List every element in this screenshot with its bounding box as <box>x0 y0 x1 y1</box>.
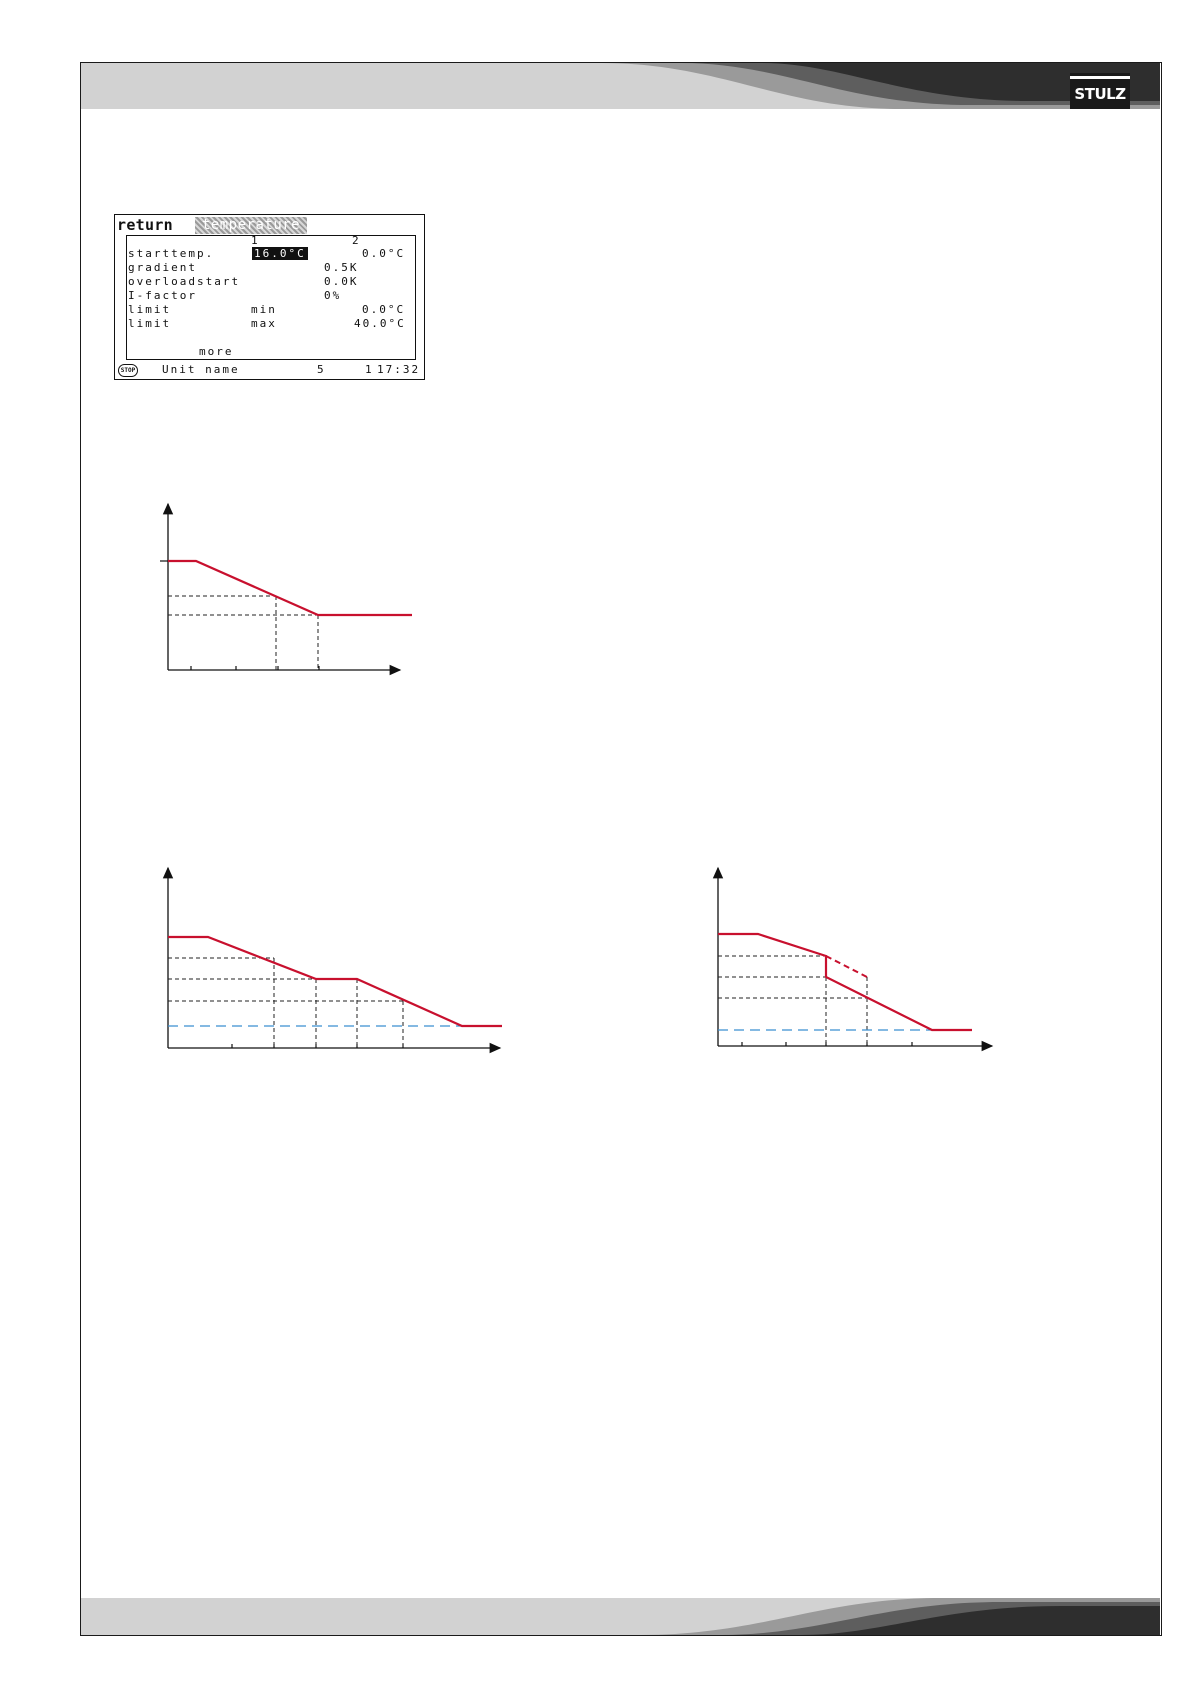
lcd-starttemp-value-2[interactable]: 0.0°C <box>362 247 406 260</box>
control-curve <box>168 561 412 615</box>
lcd-limit-max-label: limit <box>128 317 172 330</box>
footer-band <box>81 1598 1160 1635</box>
lcd-col2-header: 2 <box>352 234 361 247</box>
lcd-col1-header: 1 <box>251 234 260 247</box>
lcd-index: 1 <box>365 363 374 376</box>
lcd-title: return <box>117 216 173 234</box>
lcd-starttemp-label: starttemp. <box>128 247 215 260</box>
lcd-limit-min-value[interactable]: 0.0°C <box>362 303 406 316</box>
lcd-more-link[interactable]: more <box>199 345 234 358</box>
lcd-overloadstart-value[interactable]: 0.0K <box>324 275 359 288</box>
diagram-return-temp-1 <box>150 500 430 680</box>
overload-dashed-curve <box>826 956 867 977</box>
lcd-ifactor-label: I-factor <box>128 289 197 302</box>
stop-icon: STOP <box>118 364 138 377</box>
lcd-limit-min-mode: min <box>251 303 277 316</box>
control-curve <box>168 937 502 1026</box>
lcd-status-bar <box>115 362 424 379</box>
diagram-return-temp-2 <box>150 862 520 1062</box>
stulz-logo: STULZ <box>1070 76 1130 109</box>
control-curve <box>718 934 972 1030</box>
lcd-parameter-panel <box>126 235 416 360</box>
diagram-return-temp-3 <box>700 862 1000 1062</box>
lcd-tab-temperature[interactable]: temperature <box>195 217 307 234</box>
lcd-ifactor-value[interactable]: 0% <box>324 289 342 302</box>
lcd-gradient-value[interactable]: 0.5K <box>324 261 359 274</box>
lcd-gradient-label: gradient <box>128 261 197 274</box>
lcd-limit-min-label: limit <box>128 303 172 316</box>
lcd-time: 17:32 <box>377 363 421 376</box>
header-band <box>81 63 1160 109</box>
lcd-unit-number: 5 <box>317 363 326 376</box>
lcd-screen <box>114 214 425 380</box>
lcd-limit-max-value[interactable]: 40.0°C <box>354 317 406 330</box>
lcd-unit-name: Unit name <box>162 363 240 376</box>
lcd-overloadstart-label: overloadstart <box>128 275 241 288</box>
lcd-starttemp-value-1[interactable]: 16.0°C <box>254 247 306 260</box>
lcd-limit-max-mode: max <box>251 317 277 330</box>
